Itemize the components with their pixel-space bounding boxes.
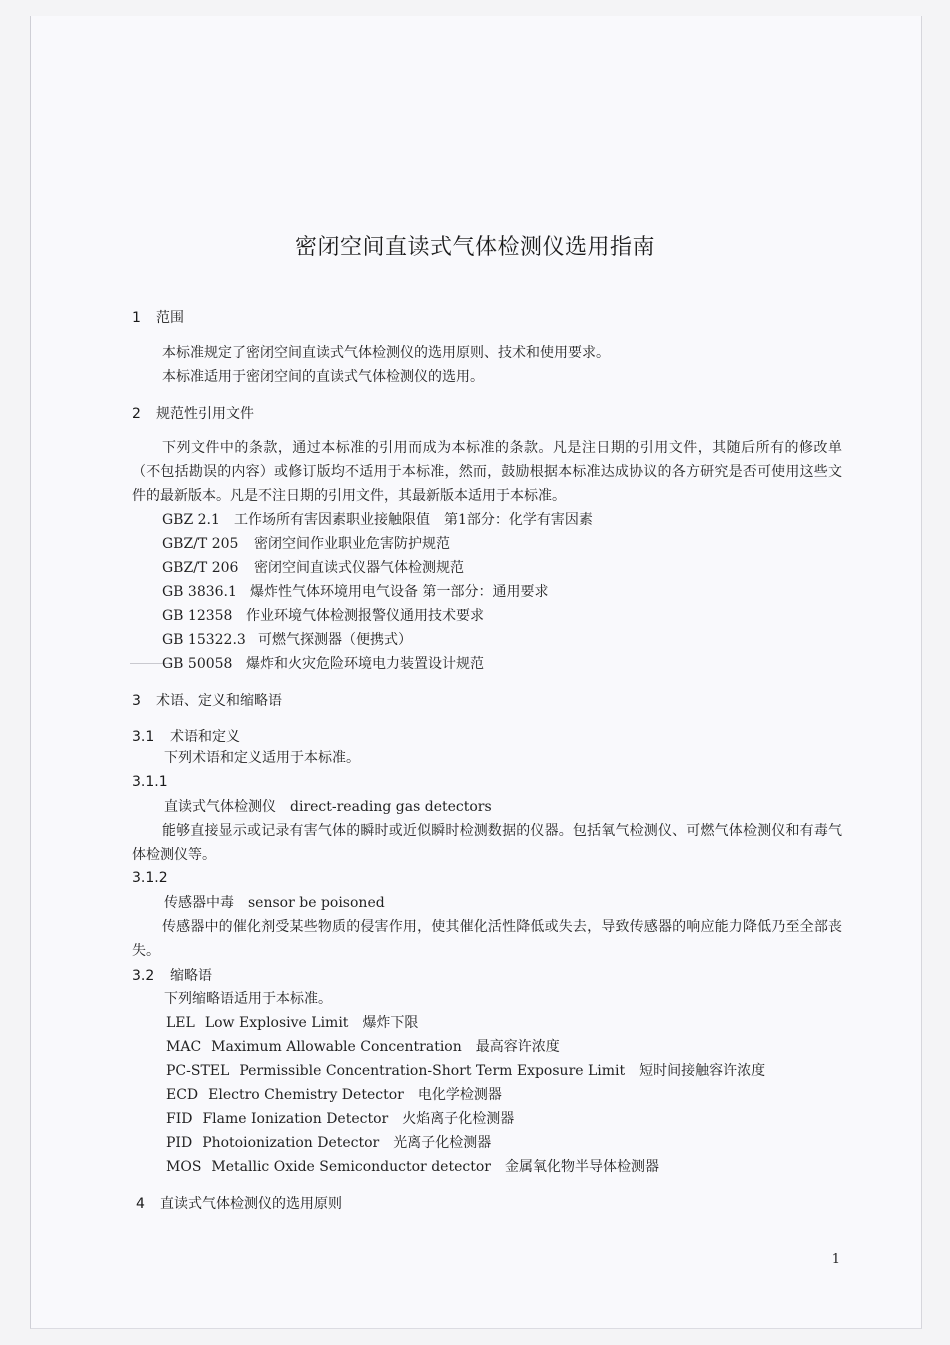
reference-code: GB 50058	[162, 656, 233, 672]
reference-name: 密闭空间作业职业危害防护规范	[254, 536, 450, 552]
section-number: 3	[132, 693, 141, 709]
reference-name: 工作场所有害因素职业接触限值 第1部分：化学有害因素	[234, 512, 593, 528]
abbr-english: Maximum Allowable Concentration	[211, 1039, 462, 1055]
section-title: 直读式气体检测仪的选用原则	[160, 1196, 342, 1212]
reference-item	[162, 532, 450, 556]
reference-code: GB 3836.1	[162, 584, 237, 600]
reference-code: GBZ/T 206	[162, 560, 239, 576]
abbr-chinese: 爆炸下限	[362, 1015, 419, 1031]
reference-name: 爆炸性气体环境用电气设备 第一部分：通用要求	[250, 584, 549, 600]
term-english: direct-reading gas detectors	[290, 799, 492, 815]
section-title: 术语、定义和缩略语	[156, 693, 282, 709]
abbr-chinese: 光离子化检测器	[393, 1135, 492, 1151]
section-title: 范围	[156, 310, 184, 326]
abbr-code: PID	[166, 1135, 193, 1151]
abbr-chinese: 火焰离子化检测器	[402, 1111, 515, 1127]
abbr-english: Permissible Concentration-Short Term Exposure Limit	[239, 1063, 626, 1079]
subsection-title: 缩略语	[170, 968, 212, 984]
abbreviation-item	[166, 1059, 765, 1083]
abbr-code: MAC	[166, 1039, 202, 1055]
section-number: 4	[136, 1196, 145, 1212]
section-number: 1	[132, 310, 141, 326]
paragraph: 下列术语和定义适用于本标准。	[164, 750, 360, 766]
paragraph: 本标准适用于密闭空间的直读式气体检测仪的选用。	[162, 369, 484, 385]
abbr-english: Flame Ionization Detector	[202, 1111, 389, 1127]
abbr-code: FID	[166, 1111, 193, 1127]
term-english: sensor be poisoned	[248, 895, 385, 911]
term-entry	[164, 891, 385, 915]
abbr-english: Low Explosive Limit	[204, 1015, 349, 1031]
abbr-code: ECD	[166, 1087, 199, 1103]
subsection-3-1-1-number: 3.1.1	[132, 774, 168, 790]
reference-item	[162, 604, 484, 628]
abbr-code: MOS	[166, 1159, 202, 1175]
abbreviation-item	[166, 1107, 514, 1131]
reference-item	[162, 508, 593, 532]
abbr-code: LEL	[166, 1015, 195, 1031]
reference-item	[162, 556, 464, 580]
abbreviation-item	[166, 1155, 659, 1179]
reference-name: 可燃气探测器（便携式）	[258, 632, 412, 648]
document-title: 密闭空间直读式气体检测仪选用指南	[294, 235, 655, 260]
section-4-heading	[136, 1193, 342, 1213]
term-entry	[164, 795, 492, 819]
paragraph: 下列缩略语适用于本标准。	[164, 991, 332, 1007]
abbr-english: Photoionization Detector	[202, 1135, 380, 1151]
reference-name: 作业环境气体检测报警仪通用技术要求	[246, 608, 484, 624]
subsection-number: 3.1	[132, 729, 155, 745]
abbr-english: Electro Chemistry Detector	[208, 1087, 404, 1103]
section-title: 规范性引用文件	[156, 406, 254, 422]
abbr-chinese: 最高容许浓度	[475, 1039, 560, 1055]
subsection-3-2-heading	[132, 965, 212, 985]
reference-name: 爆炸和火灾危险环境电力装置设计规范	[246, 656, 484, 672]
abbr-chinese: 金属氧化物半导体检测器	[504, 1159, 659, 1175]
subsection-number: 3.2	[132, 968, 155, 984]
abbreviation-item	[166, 1035, 560, 1059]
reference-code: GB 12358	[162, 608, 233, 624]
abbr-chinese: 电化学检测器	[417, 1087, 502, 1103]
reference-code: GB 15322.3	[162, 632, 246, 648]
subsection-title: 术语和定义	[170, 729, 240, 745]
abbreviation-item	[166, 1131, 491, 1155]
section-1-heading	[132, 307, 184, 327]
reference-item	[162, 580, 548, 604]
section-2-heading	[132, 403, 254, 423]
reference-code: GBZ/T 205	[162, 536, 239, 552]
term-definition: 传感器中的催化剂受某些物质的侵害作用，使其催化活性降低或失去，导致传感器的响应能力降低乃至全部丧失。	[132, 919, 842, 959]
abbr-chinese: 短时间接触容许浓度	[639, 1063, 766, 1079]
reference-code: GBZ 2.1	[162, 512, 220, 528]
section-number: 2	[132, 406, 141, 422]
subsection-3-1-2-number: 3.1.2	[132, 870, 168, 886]
subsection-3-1-heading	[132, 726, 240, 746]
abbreviation-item	[166, 1083, 502, 1107]
page-number: 1	[831, 1252, 840, 1267]
abbreviation-item	[166, 1011, 418, 1035]
term-chinese: 直读式气体检测仪	[164, 799, 276, 815]
term-chinese: 传感器中毒	[164, 895, 234, 911]
reference-name: 密闭空间直读式仪器气体检测规范	[254, 560, 464, 576]
section-3-heading	[132, 690, 282, 710]
term-definition: 能够直接显示或记录有害气体的瞬时或近似瞬时检测数据的仪器。包括氧气检测仪、可燃气体检测仪和有毒气体检测仪等。	[132, 823, 842, 863]
paragraph: 本标准规定了密闭空间直读式气体检测仪的选用原则、技术和使用要求。	[162, 345, 610, 361]
abbr-english: Metallic Oxide Semiconductor detector	[211, 1159, 491, 1175]
paragraph: 下列文件中的条款，通过本标准的引用而成为本标准的条款。凡是注日期的引用文件，其随后所有的修改单（不包括勘误的内容）或修订版均不适用于本标准，然而，鼓励根据本标准达成协议的各方研究是否可使用这些文件的最新版本。凡是不注日期的引用文件，其最新版本适用于本标准。	[132, 440, 842, 504]
abbr-code: PC-STEL	[166, 1063, 230, 1079]
reference-item	[162, 652, 484, 676]
reference-item	[162, 628, 412, 652]
